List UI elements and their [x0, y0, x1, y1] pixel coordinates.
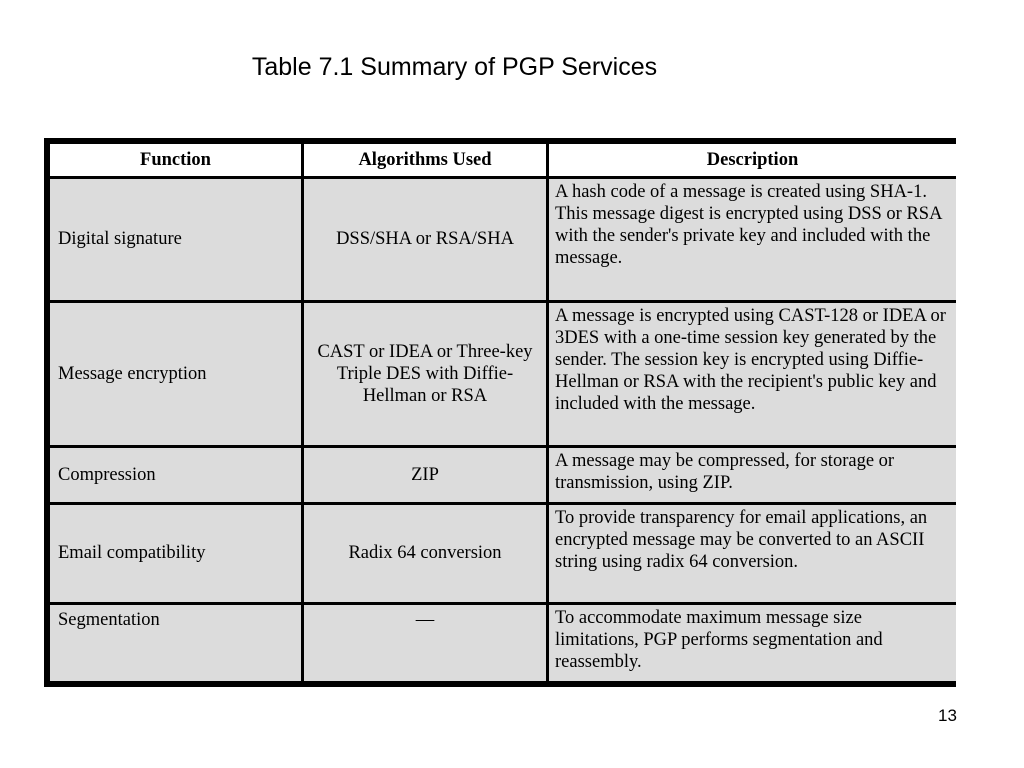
cell-algorithms: ZIP [304, 448, 546, 502]
cell-description: To provide transparency for email applications, an encrypted message may be converted to an ASCII string using radix 64 conversion. [549, 505, 956, 602]
cell-description: A message may be compressed, for storage or transmission, using ZIP. [549, 448, 956, 502]
table-row [50, 179, 956, 300]
cell-algorithms: — [304, 605, 546, 681]
cell-function: Digital signature [50, 179, 301, 300]
table-row [50, 605, 956, 681]
cell-function: Message encryption [50, 303, 301, 445]
cell-function: Compression [50, 448, 301, 502]
cell-function: Email compatibility [50, 505, 301, 602]
table-row [50, 303, 956, 445]
page-number: 13 [938, 706, 957, 725]
cell-algorithms: CAST or IDEA or Three-key Triple DES with Diffie-Hellman or RSA [304, 303, 546, 445]
cell-description: To accommodate maximum message size limitations, PGP performs segmentation and reassembly. [549, 605, 956, 681]
pgp-services-table [44, 138, 956, 687]
header-description: Description [549, 144, 956, 176]
cell-description: A message is encrypted using CAST-128 or IDEA or 3DES with a one-time session key generated by the sender. The session key is encrypted using Diffie-Hellman or RSA with the recipient's public key and included with the message. [549, 303, 956, 445]
slide-title: Table 7.1 Summary of PGP Services [251, 53, 658, 81]
header-algorithms-used: Algorithms Used [304, 144, 546, 176]
cell-algorithms: DSS/SHA or RSA/SHA [304, 179, 546, 300]
table-row [50, 448, 956, 502]
table-row [50, 505, 956, 602]
cell-description: A hash code of a message is created using SHA-1. This message digest is encrypted using DSS or RSA with the sender's private key and included with the message. [549, 179, 956, 300]
header-function: Function [50, 144, 301, 176]
cell-algorithms: Radix 64 conversion [304, 505, 546, 602]
table-header-row [50, 144, 956, 176]
cell-function: Segmentation [50, 605, 301, 681]
summary-table [47, 141, 959, 684]
